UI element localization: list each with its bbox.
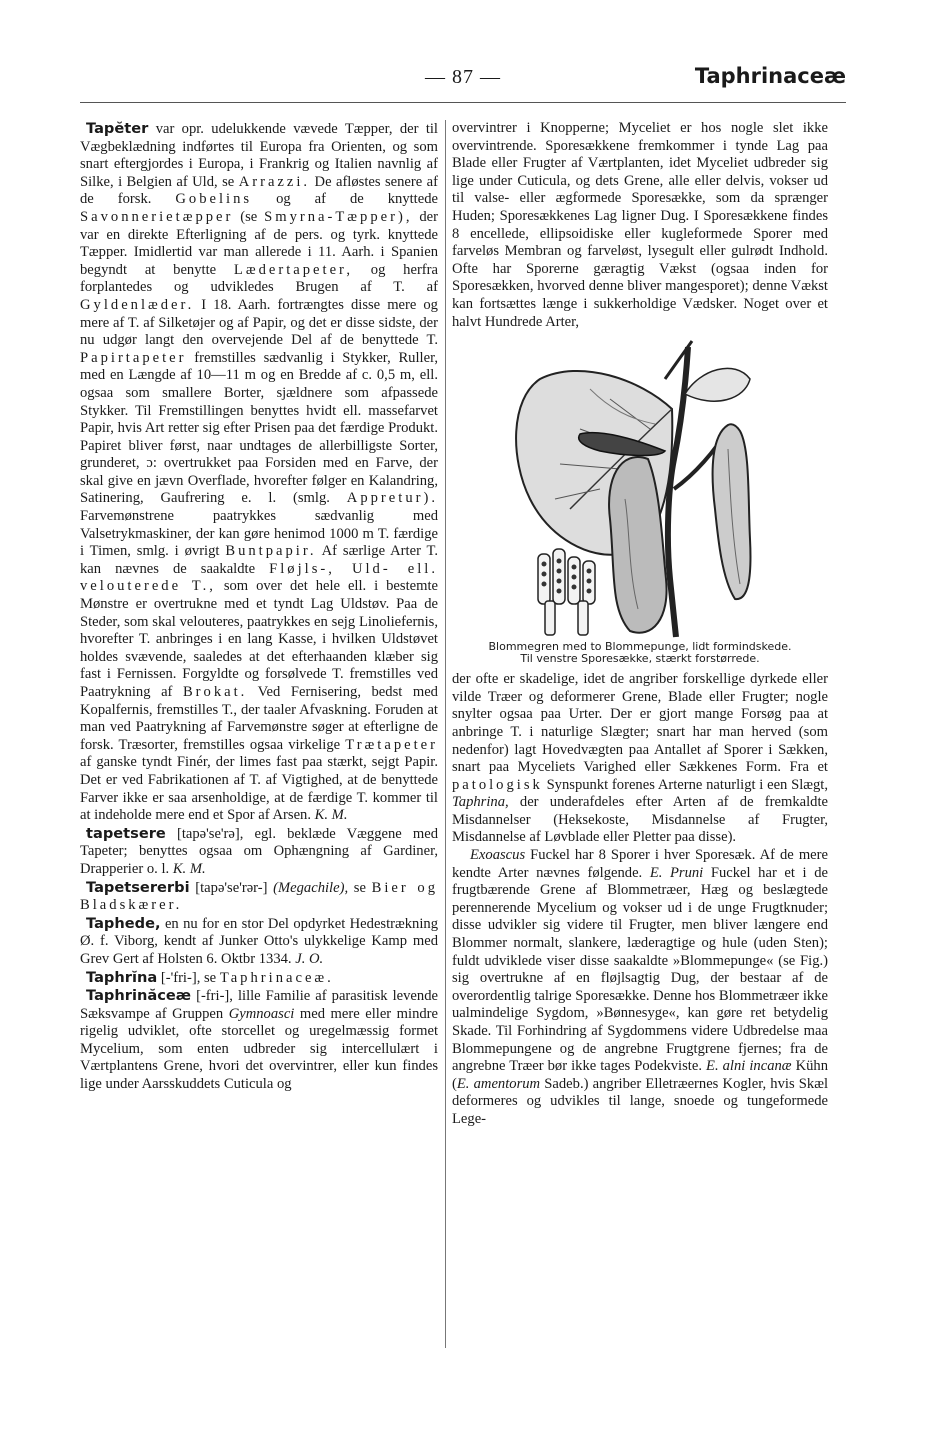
entry-taphede: Taphede, en nu for en stor Del opdyrket Hedestrækning Ø. f. Viborg, kendt af Junker Otto's ulykkelige Kamp med Grev Gert af Holsten 6. Oktbr 1334. J. O.: [80, 914, 438, 967]
cross-reference: Gyldenlæder.: [80, 296, 195, 313]
running-head: Taphrinaceæ: [694, 64, 846, 88]
cross-reference: Buntpapir.: [225, 543, 317, 560]
left-column: [80, 120, 438, 1350]
cross-reference: Gobelins: [175, 191, 253, 208]
cross-reference: Bier og Bladskærer.: [80, 879, 438, 914]
cross-reference: Arrazzi.: [238, 173, 311, 190]
entry-tapetsererbi: Tapetsererbi [tapə'se'rər-] (Megachile), se Bier og Bladskærer.: [80, 878, 438, 914]
headword: Tapetsererbi: [86, 878, 190, 896]
headword: Taphrinăceæ: [86, 987, 192, 1005]
cross-reference: Brokat.: [182, 684, 248, 700]
paragraph-continued: overvintrer i Knopperne; Myceliet er hos nogle slet ikke overvintrende. Sporesækkene fremkommer i tynde Lag paa Blade eller Frugter af Værtplanten, idet Myceliet udbreder sig lige under Cuticula, og dets Grene, alle eller delvis, vokser ud til valse- eller ægformede Sporesække, som da sprænger Huden; Sporesækkenes Lag ligner Dug. I Sporesækkene findes 8 encellede, ellipsoidiske eller kugleformede Sporer med farveløs Membran og farveløst, lysegult eller gulrødt Indhold. Ofte har Sporerne gæragtig Vækst (ogsaa inden for Sporesækken, hvorved denne bliver mangesporet); denne Vækst kan fortsættes længe i sukkerholdige Vædsker. Noget over et halvt Hundrede Arter,: [452, 120, 828, 330]
cross-reference: Appretur).: [346, 490, 438, 507]
plum-branch-illustration: [460, 339, 820, 639]
headword: tapetsere: [86, 824, 166, 842]
column-divider: [445, 120, 446, 1348]
entry-tapetsere: tapetsere [tapə'se'rə], egl. beklæde Væggene med Tapeter; benyttes ogsaa om Ophængning af Gardiner, Drapperier o. l. K. M.: [80, 824, 438, 877]
entry-taphrina: Taphrĭna [-'fri-], se Taphrinaceæ.: [80, 969, 438, 988]
cross-reference: Savonnerietæpper: [80, 208, 234, 225]
author-signature: K. M.: [314, 807, 348, 824]
figure-plum-branch: [452, 339, 828, 665]
cross-reference: Taphrinaceæ.: [219, 969, 334, 986]
cross-reference: Papirtapeter: [80, 349, 187, 366]
cross-reference: Fløjls-, Uld- ell. velouterede T.,: [80, 560, 438, 595]
entry-taphrinaceae: Taphrinăceæ [-fri-], lille Familie af parasitisk levende Sæksvampe af Gruppen Gymnoasci med mere eller mindre rigelig udviklet, ofte storcellet og uregelmæssig formet Mycelium, som enten udbreder sig intercellulært i Værtplantens Grene, hvori det overvintrer, eller kun findes lige under Aarsskuddets Cuticula og: [80, 987, 438, 1093]
headword: Taphede,: [86, 914, 161, 932]
cross-reference: Lædertapeter,: [233, 261, 353, 278]
cross-reference: Trætapeter: [345, 736, 438, 753]
paragraph: der ofte er skadelige, idet de angriber forskellige dyrkede eller vilde Træer og deformerer Grene, Blade eller Frugter; nogle snylter ogsaa paa Urter. Der er gjort mange Forsøg paa at anbringe T. i naturlige Slægter; snart har man herved (som nedenfor) lagt Hovedvægten paa Antallet af Sporer i Sækken, snart paa Myceliets Varighed eller Sækkenes Form. Fra et patologisk Synspunkt forenes Arterne naturligt i een Slægt, Taphrina, der underafdeles efter Arten af de fremkaldte Misdannelser (Heksekoste, Misdannelse af Frugter, Misdannelse af Løvblade eller Pletter paa disse).: [452, 671, 828, 846]
cross-reference: Smyrna-Tæpper),: [264, 208, 413, 225]
page-header: [80, 66, 846, 98]
headword: Tapĕter: [86, 120, 149, 137]
entry-tapeter: Tapĕter var opr. udelukkende vævede Tæpper, der til Vægbeklædning indførtes til Europa fra Orienten, og som snart eftergjordes i Europa, i Frankrig og Italien navnlig af Silke, i Belgien af Uld, se Arrazzi. De afløstes senere af de forsk. Gobelins og af de knyttede Savonnerietæpper (se Smyrna-Tæpper), der var en direkte Efterligning af de pers. og tyrk. knyttede Tæpper. Imidlertid var man allerede i 11. Aarh. i Spanien begyndt at benytte Lædertapeter, og herfra forplantedes og udvikledes Brugen af T. af Gyldenlæder. I 18. Aarh. fortrængtes disse mere og mere af T. af Silketøjer og af Papir, og det er disse sidste, der nu udgør langt den overvejende Del af de benyttede T. Papirtapeter fremstilles sædvanlig i Stykker, Ruller, med en Længde af 10—11 m og en Bredde af c. 0,5 m, ell. ogsaa som smallere Borter, sjældnere som afpassede Stykker. Til Fremstillingen benyttes hvidt ell. massefarvet Papir, hvis Art retter sig efter Prisen paa det færdige Produkt. Papiret bliver først, naar undtages de allerbilligste Sorter, grunderet, ɔ: overtrukket paa Forsiden med en Farve, der skal give en jævn Overflade, hvorefter følger en Kalandring, Satinering, Gaufrering e. l. (smlg. Appretur). Farvemønstrene paatrykkes sædvanlig med Valsetrykmaskiner, der kan gøre henimod 1000 m T. færdige i Timen, smlg. i øvrigt Buntpapir. Af særlige Arter T. kan nævnes de saakaldte Fløjls-, Uld- ell. velouterede T., som over det hele ell. i bestemte Mønstre er overtrukne med et tyndt Lag Uldstøv. Paa de Steder, som skal velouteres, paatrykkes en sejg Linoliefernis, hvorefter T. anbringes i en lang Kasse, i hvilken Uldstøvet holdes svævende, saaledes at det efterhaanden klæber sig fast i Fernissen. Forgyldte og forsølvede T. fremstilles ved Paatrykning af Brokat. Ved Fernisering, bedst med Kopalfernis, fremstilles T., der taaler Afvaskning. Foruden at man ved Paatrykning af Farvemønstre søger at efterligne de forsk. Træsorter, fremstilles ogsaa virkelige Trætapeter af ganske tyndt Finér, der limes fast paa stærkt, sejgt Papir. Det er ved Fabrikationen af T. af Vigtighed, at de benyttede Farver ikke er saa arsenholdige, at de færdige T. kommer til at indeholde mere end et Spor af Arsen. K. M.: [80, 120, 438, 824]
author-signature: J. O.: [295, 950, 324, 967]
paragraph-exoascus: Exoascus Fuckel har 8 Sporer i hver Sporesæk. Af de mere kendte Arter nævnes følgende. E. Pruni Fuckel har et i de frugtbærende Grene af Blommetræer, Hæg og beslægtede perennerende Mycelium og vokser ud i de unge Frugtknuder; disse udvikler sig videre til Frugter, men bliver længere end Blommer normalt, slankere, læderagtige og hule (uden Sten); fuldt udviklede viser disse saakaldte »Blommepunge« (se Fig.) sig overtrukne af en fløjlsagtig Dug, der bestaar af de overordentlig talrige Sporesække. Denne hos Blommetræer ikke ualmindelige Sygdom, »Bønnesyge«, kan gøre ret betydelig Skade. Til Forhindring af Sygdommens videre Udbredelse maa Blommepungene og de angrebne Frugtgrene fjernes; fra de angrebne Træer bør ikke tages Podekviste. E. alni incanæ Kühn (E. amentorum Sadeb.) angriber Elletræernes Kogler, hvis Skæl deformeres og udvikles til lange, snoede og tungeformede Lege-: [452, 847, 828, 1127]
right-column: [452, 120, 828, 1350]
author-signature: K. M.: [172, 860, 206, 877]
headword: Taphrĭna: [86, 968, 158, 986]
header-rule: [80, 102, 846, 103]
page-number: — 87 —: [425, 66, 501, 88]
figure-caption: Blommegren med to Blommepunge, lidt formindskede. Til venstre Sporesække, stærkt forstørrede.: [488, 640, 792, 666]
